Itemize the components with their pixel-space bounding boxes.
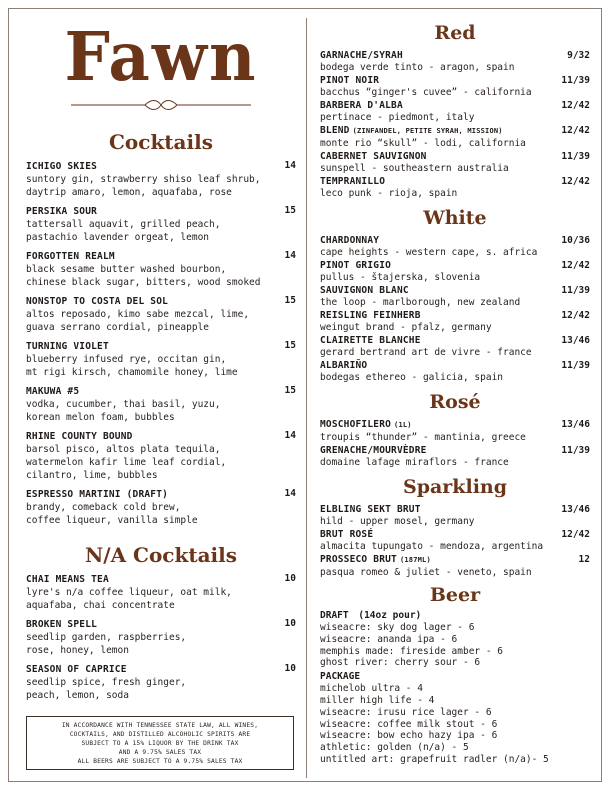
menu-item	[320, 260, 590, 283]
item-description: chinese black sugar, bitters, wood smoked	[26, 277, 261, 288]
beer-item: wiseacre: bow echo hazy ipa - 6	[320, 730, 498, 742]
item-price: 11/39	[561, 151, 590, 162]
item-price: 11/39	[561, 285, 590, 296]
section-title-white: White	[423, 207, 487, 229]
section-title-na-cocktails: N/A Cocktails	[84, 543, 237, 567]
menu-item	[26, 295, 296, 334]
tax-notice-line: COCKTAILS, AND DISTILLED ALCOHOLIC SPIRITS ARE	[69, 731, 251, 738]
item-name-text: ALBARIÑO	[320, 360, 368, 371]
menu-item	[26, 618, 296, 657]
menu-item	[320, 285, 590, 308]
item-name	[26, 663, 296, 676]
item-description: bacchus “ginger's cuvee” - california	[320, 86, 532, 98]
item-name-text: CLAIRETTE BLANCHE	[320, 335, 421, 346]
item-name	[320, 235, 590, 247]
item-name-text: TEMPRANILLO	[320, 176, 386, 187]
item-description: rose, honey, lemon	[26, 645, 129, 656]
menu-item	[320, 235, 590, 258]
package-beer-list	[320, 683, 590, 766]
beer-item: athletic: golden (n/a) - 5	[320, 742, 469, 754]
item-price: 12/42	[561, 529, 590, 540]
item-description: pullus - štajerska, slovenia	[320, 271, 481, 283]
item-name-text: GARNACHE/SYRAH	[320, 50, 403, 61]
item-name-text: CHARDONNAY	[320, 235, 380, 246]
item-description: peach, lemon, soda	[26, 690, 129, 701]
beer-item: ghost river: cherry sour - 6	[320, 657, 481, 669]
item-name-text: ICHIGO SKIES	[26, 161, 98, 172]
item-name	[26, 618, 296, 631]
item-description: monte rio “skull” - lodi, california	[320, 137, 526, 149]
menu-item	[26, 205, 296, 244]
item-description: coffee liqueur, vanilla simple	[26, 515, 198, 526]
red-wine-list	[320, 50, 590, 199]
item-description: seedlip spice, fresh ginger,	[26, 677, 187, 688]
column-divider	[306, 18, 307, 778]
item-name-text: BROKEN SPELL	[26, 619, 98, 630]
draft-label: DRAFT	[320, 610, 349, 621]
item-name	[320, 445, 590, 457]
tax-notice	[26, 716, 294, 770]
tax-notice-line: AND A 9.75% SALES TAX	[118, 749, 202, 756]
item-description: domaine lafage miraflors - france	[320, 456, 509, 468]
menu-item	[320, 176, 590, 199]
item-price: 12/42	[561, 310, 590, 321]
item-name-text: PINOT GRIGIO	[320, 260, 392, 271]
item-name-text: MOSCHOFILERO	[320, 419, 392, 430]
menu-item	[320, 125, 590, 149]
item-description: almacita tupungato - mendoza, argentina	[320, 540, 544, 552]
menu-item	[320, 529, 590, 552]
item-description: bodegas ethereo - galicia, spain	[320, 371, 504, 383]
tax-notice-line: IN ACCORDANCE WITH TENNESSEE STATE LAW, ALL WINES,	[61, 722, 259, 729]
item-price: 12/42	[561, 176, 590, 187]
item-description: watermelon kafir lime leaf cordial,	[26, 457, 227, 468]
item-name-text: SEASON OF CAPRICE	[26, 664, 127, 675]
menu-item	[26, 663, 296, 702]
item-description: pasqua romeo & juliet - veneto, spain	[320, 566, 532, 578]
item-name	[320, 504, 590, 516]
item-name-text: GRENACHE/MOURVÈDRE	[320, 445, 427, 456]
sparkling-wine-list	[320, 504, 590, 578]
item-name-text: SAUVIGNON BLANC	[320, 285, 409, 296]
item-name	[26, 385, 296, 398]
item-name	[26, 430, 296, 443]
item-name	[320, 50, 590, 62]
item-name-text: REISLING FEINHERB	[320, 310, 421, 321]
item-description: the loop - marlborough, new zealand	[320, 296, 521, 308]
beer-item: wiseacre: irusu rice lager - 6	[320, 706, 492, 718]
item-price: 14	[284, 250, 296, 261]
menu-item	[26, 385, 296, 424]
item-name	[320, 554, 590, 567]
item-price: 15	[284, 340, 296, 351]
item-price: 13/46	[561, 504, 590, 515]
beer-item: untitled art: grapefruit radler (n/a)- 5	[320, 753, 549, 765]
right-column	[320, 22, 590, 766]
menu-item	[320, 75, 590, 98]
item-description: aquafaba, chai concentrate	[26, 600, 175, 611]
section-title-sparkling: Sparkling	[402, 476, 508, 498]
item-price: 15	[284, 385, 296, 396]
menu-item	[26, 250, 296, 289]
item-description: mt rigi kirsch, chamomile honey, lime	[26, 367, 238, 378]
beer-item: miller high life - 4	[320, 694, 435, 706]
item-description: korean melon foam, bubbles	[26, 412, 175, 423]
section-title-rose: Rosé	[429, 391, 481, 413]
item-price: 15	[284, 205, 296, 216]
item-price: 10	[284, 663, 296, 674]
item-name-text: CHAI MEANS TEA	[26, 574, 109, 585]
item-description: pastachio lavender orgeat, lemon	[26, 232, 210, 243]
item-name	[26, 573, 296, 586]
item-description: gerard bertrand art de vivre - france	[320, 346, 532, 358]
white-wine-list	[320, 235, 590, 383]
menu-item	[320, 310, 590, 333]
menu-item	[320, 335, 590, 358]
item-description: daytrip amaro, lemon, aquafaba, rose	[26, 187, 232, 198]
item-name-text: PINOT NOIR	[320, 75, 380, 86]
item-description: altos reposado, kimo sabe mezcal, lime,	[26, 309, 250, 320]
beer-item: michelob ultra - 4	[320, 683, 423, 695]
item-price: 12/42	[561, 125, 590, 136]
item-name	[320, 260, 590, 272]
item-name	[26, 205, 296, 218]
item-price: 10/36	[561, 235, 590, 246]
menu-item	[320, 50, 590, 73]
item-name	[320, 75, 590, 87]
item-description: cilantro, lime, bubbles	[26, 470, 158, 481]
tax-notice-line: SUBJECT TO A 15% LIQUOR BY THE DRINK TAX	[81, 740, 239, 747]
item-description: barsol pisco, altos plata tequila,	[26, 444, 221, 455]
item-name	[320, 310, 590, 322]
item-price: 13/46	[561, 419, 590, 430]
item-price: 10	[284, 618, 296, 629]
item-name-text: ESPRESSO MARTINI (DRAFT)	[26, 489, 169, 500]
item-description: suntory gin, strawberry shiso leaf shrub,	[26, 174, 261, 185]
item-description: brandy, comeback cold brew,	[26, 502, 181, 513]
item-name-text: BRUT ROSÉ	[320, 529, 374, 540]
beer-item: wiseacre: sky dog lager - 6	[320, 622, 475, 633]
section-title-red: Red	[434, 22, 476, 44]
item-name	[26, 340, 296, 353]
item-description: seedlip garden, raspberries,	[26, 632, 187, 643]
item-name-detail: (187ML)	[399, 556, 431, 564]
item-name-text: RHINE COUNTY BOUND	[26, 431, 133, 442]
item-description: guava serrano cordial, pineapple	[26, 322, 210, 333]
item-price: 12	[578, 554, 590, 565]
beer-item: wiseacre: ananda ipa - 6	[320, 633, 458, 645]
item-price: 10	[284, 573, 296, 584]
item-description: pertinace - piedmont, italy	[320, 111, 475, 123]
item-price: 9/32	[567, 50, 590, 61]
item-description: weingut brand - pfalz, germany	[320, 321, 492, 333]
item-price: 15	[284, 295, 296, 306]
draft-note: (14oz pour)	[358, 610, 422, 621]
beer-section	[320, 610, 590, 766]
item-name	[26, 160, 296, 173]
item-name-text: FORGOTTEN REALM	[26, 251, 115, 262]
menu-item	[26, 488, 296, 527]
menu-item	[320, 360, 590, 383]
menu-item	[320, 151, 590, 174]
item-price: 14	[284, 160, 296, 171]
item-description: tattersall aquavit, grilled peach,	[26, 219, 221, 230]
item-name	[320, 285, 590, 297]
item-name-text: PERSIKA SOUR	[26, 206, 98, 217]
item-price: 14	[284, 430, 296, 441]
left-column	[26, 18, 296, 708]
draft-heading	[320, 610, 590, 622]
item-name-text: TURNING VIOLET	[26, 341, 109, 352]
item-name	[320, 125, 590, 138]
item-description: leco punk - rioja, spain	[320, 187, 458, 199]
item-name-text: BLEND	[320, 125, 350, 136]
item-description: lyre's n/a coffee liqueur, oat milk,	[26, 587, 232, 598]
item-name-text: CABERNET SAUVIGNON	[320, 151, 427, 162]
item-price: 11/39	[561, 75, 590, 86]
item-name	[320, 419, 590, 432]
menu-item	[320, 100, 590, 123]
menu-item	[26, 430, 296, 482]
beer-item: wiseacre: coffee milk stout - 6	[320, 718, 498, 730]
item-name	[26, 488, 296, 501]
item-price: 11/39	[561, 360, 590, 371]
menu-item	[26, 160, 296, 199]
item-name	[320, 151, 590, 163]
item-description: hild - upper mosel, germany	[320, 515, 475, 527]
menu-item	[26, 340, 296, 379]
na-cocktail-list	[26, 573, 296, 702]
section-title-cocktails: Cocktails	[109, 130, 213, 154]
item-name-detail: (ZINFANDEL, PETITE SYRAH, MISSION)	[352, 127, 503, 135]
item-price: 13/46	[561, 335, 590, 346]
draft-beer-list	[320, 622, 590, 669]
item-price: 14	[284, 488, 296, 499]
item-price: 12/42	[561, 100, 590, 111]
item-description: blueberry infused rye, occitan gin,	[26, 354, 227, 365]
item-description: cape heights - western cape, s. africa	[320, 246, 538, 258]
item-price: 11/39	[561, 445, 590, 456]
beer-item: memphis made: fireside amber - 6	[320, 645, 504, 657]
cocktail-list	[26, 160, 296, 527]
item-description: sunspell - southeastern australia	[320, 162, 509, 174]
menu-item	[320, 445, 590, 468]
menu-item	[320, 554, 590, 578]
item-name-text: BARBERA D'ALBA	[320, 100, 403, 111]
item-description: vodka, cucumber, thai basil, yuzu,	[26, 399, 221, 410]
item-name	[320, 335, 590, 347]
item-name	[320, 176, 590, 188]
item-description: troupis “thunder” - mantinia, greece	[320, 431, 526, 443]
item-name	[320, 529, 590, 541]
item-name-detail: (1L)	[394, 421, 412, 429]
item-name	[26, 250, 296, 263]
menu-item	[320, 419, 590, 443]
menu-item	[26, 573, 296, 612]
item-name-text: PROSSECO BRUT	[320, 554, 397, 565]
menu-item	[320, 504, 590, 527]
item-name	[26, 295, 296, 308]
package-heading: PACKAGE	[320, 671, 361, 683]
flourish-ornament	[71, 98, 251, 112]
item-description: black sesame butter washed bourbon,	[26, 264, 227, 275]
item-name	[320, 360, 590, 372]
item-name-text: MAKUWA #5	[26, 386, 80, 397]
item-name-text: NONSTOP TO COSTA DEL SOL	[26, 296, 169, 307]
rose-wine-list	[320, 419, 590, 468]
item-name	[320, 100, 590, 112]
item-name-text: ELBLING SEKT BRUT	[320, 504, 421, 515]
section-title-beer: Beer	[429, 584, 481, 606]
tax-notice-line: ALL BEERS ARE SUBJECT TO A 9.75% SALES TAX	[77, 758, 243, 765]
item-price: 12/42	[561, 260, 590, 271]
logo: Fawn	[64, 18, 258, 97]
item-description: bodega verde tinto - aragon, spain	[320, 61, 515, 73]
